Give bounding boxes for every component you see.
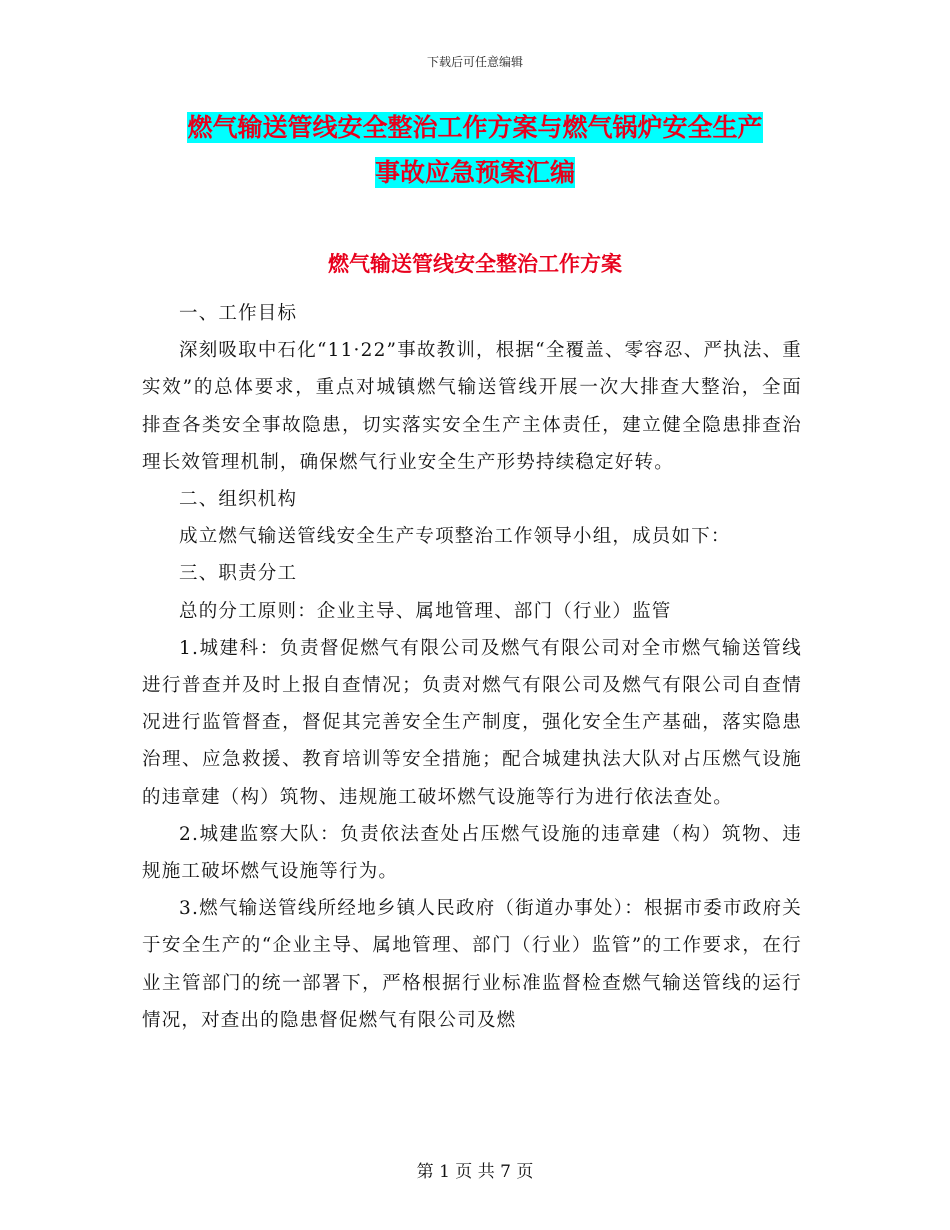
- page-footer: 第 1 页 共 7 页: [416, 1162, 534, 1182]
- document-title-line-2: [0, 157, 950, 189]
- paragraph-item-3: 3.燃气输送管线所经地乡镇人民政府（街道办事处）：根据市委市政府关于安全生产的“企业主导、属地管理、部门（行业）监管”的工作要求，在行业主管部门的统一部署下，严格根据行业标准监督检查燃气输送管线的运行情况，对查出的隐患督促燃气有限公司及燃: [142, 898, 802, 1031]
- document-body: [142, 295, 802, 1039]
- heading-organization: 二、组织机构: [179, 489, 298, 511]
- heading-responsibilities: 三、职责分工: [179, 563, 298, 585]
- title-highlight-1: 燃气输送管线安全整治工作方案与燃气锅炉安全生产: [187, 113, 763, 142]
- document-title-line-1: [0, 112, 950, 144]
- title-highlight-2: 事故应急预案汇编: [374, 158, 575, 187]
- section-title: 燃气输送管线安全整治工作方案: [328, 252, 622, 276]
- paragraph-principle: 总的分工原则：企业主导、属地管理、部门（行业）监管: [179, 600, 672, 622]
- header-note: 下载后可任意编辑: [426, 55, 523, 69]
- heading-work-goal: 一、工作目标: [179, 303, 298, 324]
- paragraph-item-1: 1.城建科：负责督促燃气有限公司及燃气有限公司对全市燃气输送管线进行普查并及时上报自查情况；负责对燃气有限公司及燃气有限公司自查情况进行监管督查，督促其完善安全生产制度，强化安全生产基础，落实隐患治理、应急救援、教育培训等安全措施；配合城建执法大队对占压燃气设施的违章建（构）筑物、违规施工破坏燃气设施等行为进行依法查处。: [142, 637, 802, 808]
- paragraph-work-goal: 深刻吸取中石化“11·22”事故教训，根据“全覆盖、零容忍、严执法、重实效”的总体要求，重点对城镇燃气输送管线开展一次大排查大整治，全面排查各类安全事故隐患，切实落实安全生产主体责任，建立健全隐患排查治理长效管理机制，确保燃气行业安全生产形势持续稳定好转。: [142, 340, 802, 473]
- paragraph-item-2: 2.城建监察大队：负责依法查处占压燃气设施的违章建（构）筑物、违规施工破坏燃气设施等行为。: [142, 823, 802, 883]
- paragraph-organization: 成立燃气输送管线安全生产专项整治工作领导小组，成员如下：: [179, 526, 731, 548]
